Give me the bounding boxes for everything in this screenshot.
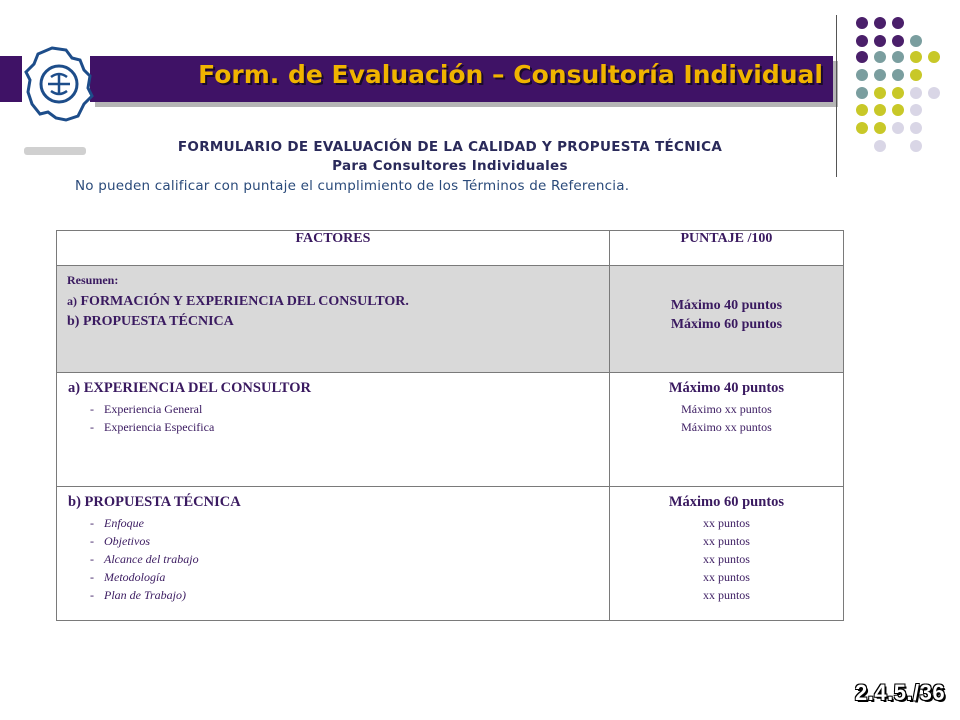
- points-item: Máximo xx puntos: [681, 420, 772, 434]
- summary-line-a-tag: a): [67, 294, 77, 308]
- experience-title: a) EXPERIENCIA DEL CONSULTOR: [68, 380, 311, 396]
- list-item: - Plan de Trabajo): [90, 588, 187, 602]
- title-bar-left-accent: [0, 56, 22, 102]
- technical-points-cell: [609, 487, 843, 621]
- header-puntaje: PUNTAJE /100: [609, 231, 843, 266]
- summary-line-b: b) PROPUESTA TÉCNICA: [67, 314, 234, 329]
- technical-proposal-row: [57, 487, 844, 621]
- slide-number: 2.4.5./36: [855, 680, 946, 705]
- header-factores: FACTORES: [57, 231, 610, 266]
- summary-points-cell: [609, 266, 843, 373]
- experience-factors-cell: [57, 373, 610, 487]
- summary-factors-cell: [57, 266, 610, 373]
- points-item: xx puntos: [702, 534, 750, 548]
- experience-points-title: Máximo 40 puntos: [668, 380, 785, 396]
- points-item: xx puntos: [702, 570, 750, 584]
- technical-title: b) PROPUESTA TÉCNICA: [68, 494, 241, 510]
- table-header-row: [57, 231, 844, 266]
- points-item: xx puntos: [702, 588, 750, 602]
- experience-points-cell: [609, 373, 843, 487]
- technical-points-title: Máximo 60 puntos: [668, 494, 785, 510]
- evaluation-table: [56, 230, 844, 621]
- list-item: - Enfoque: [90, 516, 144, 530]
- form-subheading: Para Consultores Individuales: [332, 158, 568, 174]
- summary-points-b: Máximo 60 puntos: [670, 317, 783, 332]
- form-note: No pueden calificar con puntaje el cumplimiento de los Términos de Referencia.: [75, 178, 630, 194]
- list-item: - Experiencia Especifica: [90, 420, 215, 434]
- summary-label: Resumen:: [67, 273, 119, 287]
- summary-points-a: Máximo 40 puntos: [670, 298, 783, 313]
- points-item: xx puntos: [702, 552, 750, 566]
- points-item: xx puntos: [702, 516, 750, 530]
- summary-line-a: [67, 291, 609, 312]
- form-heading: FORMULARIO DE EVALUACIÓN DE LA CALIDAD Y PROPUESTA TÉCNICA: [177, 139, 723, 155]
- technical-factors-cell: [57, 487, 610, 621]
- bolivia-map-logo-icon: [22, 44, 94, 124]
- title-bar: [90, 56, 833, 102]
- list-item: - Metodología: [90, 570, 166, 584]
- points-item: Máximo xx puntos: [681, 402, 772, 416]
- list-item: - Objetivos: [90, 534, 150, 548]
- summary-line-a-text: FORMACIÓN Y EXPERIENCIA DEL CONSULTOR.: [80, 294, 409, 309]
- page-title: Form. de Evaluación – Consultoría Individual: [198, 60, 823, 89]
- summary-row: [57, 266, 844, 373]
- list-item: - Alcance del trabajo: [90, 552, 199, 566]
- experience-row: [57, 373, 844, 487]
- list-item: - Experiencia General: [90, 402, 203, 416]
